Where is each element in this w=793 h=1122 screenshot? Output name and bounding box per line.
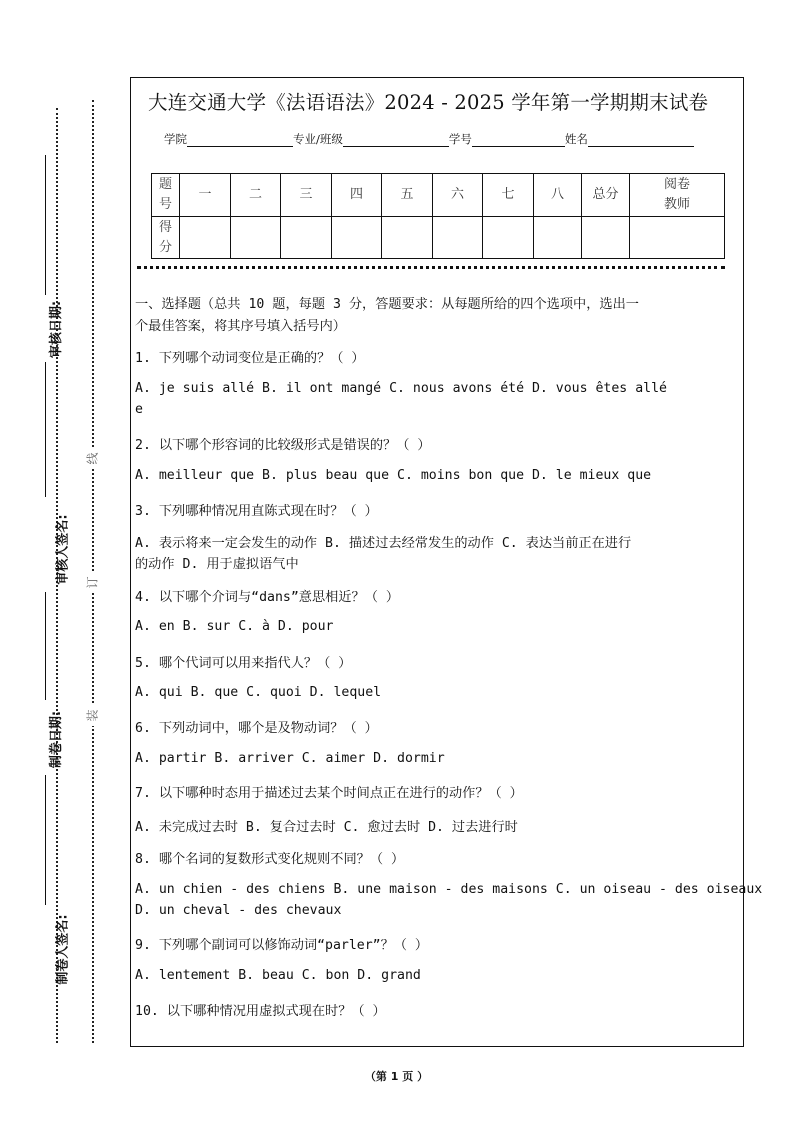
question-1-options-cont: e [135, 402, 143, 417]
college-label: 学院 [164, 132, 187, 146]
name-label: 姓名 [564, 132, 588, 146]
score-cell[interactable] [332, 217, 382, 259]
binding-char-staple: 订 [86, 572, 98, 593]
question-7: 7. 以下哪种时态用于描述过去某个时间点正在进行的动作？（ ） [135, 786, 523, 801]
question-2-options: A. meilleur que B. plus beau que C. moins bon que D. le mieux que [135, 468, 652, 483]
question-2: 2. 以下哪个形容词的比较级形式是错误的？（ ） [135, 438, 431, 453]
signature-line [45, 362, 46, 497]
question-7-options: A. 未完成过去时 B. 复合过去时 C. 愈过去时 D. 过去进行时 [135, 820, 518, 835]
total-score-cell[interactable] [582, 217, 630, 259]
dotted-separator [137, 266, 725, 269]
question-1: 1. 下列哪个动词变位是正确的？（ ） [135, 351, 365, 366]
question-3-options: A. 表示将来一定会发生的动作 B. 描述过去经常发生的动作 C. 表达当前正在进行 [135, 536, 632, 551]
col-header: 六 [433, 174, 483, 217]
question-9-options: A. lentement B. beau C. bon D. grand [135, 968, 421, 983]
score-table [151, 173, 725, 259]
question-6-options: A. partir B. arriver C. aimer D. dormir [135, 751, 445, 766]
question-number-label: 题 号 [152, 174, 180, 217]
name-field[interactable] [588, 132, 694, 147]
question-8: 8. 哪个名词的复数形式变化规则不同？（ ） [135, 852, 405, 867]
score-table-score-row [152, 217, 725, 259]
question-4-options: A. en B. sur C. à D. pour [135, 619, 334, 634]
col-header: 总分 [582, 174, 630, 217]
score-cell[interactable] [534, 217, 582, 259]
question-5-options: A. qui B. que C. quoi D. lequel [135, 685, 382, 700]
col-header: 一 [180, 174, 231, 217]
question-8-options-cont: D. un cheval - des chevaux [135, 903, 342, 918]
question-3: 3. 下列哪种情况用直陈式现在时？（ ） [135, 504, 378, 519]
score-cell[interactable] [382, 217, 433, 259]
signature-line [45, 775, 46, 905]
binding-char-bind: 装 [86, 705, 98, 726]
col-header: 三 [281, 174, 332, 217]
score-table-header-row [152, 174, 725, 217]
score-cell[interactable] [433, 217, 483, 259]
col-header: 二 [231, 174, 281, 217]
student-info-row [164, 131, 694, 147]
col-header: 八 [534, 174, 582, 217]
grader-label: 阅卷 教师 [630, 174, 725, 217]
col-header: 四 [332, 174, 382, 217]
major-class-field[interactable] [343, 132, 449, 147]
question-4: 4. 以下哪个介词与“dans”意思相近？（ ） [135, 590, 400, 605]
student-id-field[interactable] [472, 132, 565, 147]
section-heading-cont: 个最佳答案，将其序号填入括号内） [135, 319, 346, 334]
question-3-options-cont: 的动作 D. 用于虚拟语气中 [135, 557, 299, 572]
score-cell[interactable] [281, 217, 332, 259]
major-class-label: 专业/班级 [293, 132, 343, 146]
question-8-options: A. un chien - des chiens B. une maison - des maisons C. un oiseau - des oiseaux [135, 882, 763, 897]
question-1-options: A. je suis allé B. il ont mangé C. nous avons été D. vous êtes allé [135, 381, 667, 396]
student-id-label: 学号 [448, 132, 472, 146]
question-5: 5. 哪个代词可以用来指代人？（ ） [135, 656, 352, 671]
score-cell[interactable] [231, 217, 281, 259]
col-header: 五 [382, 174, 433, 217]
page-number: （第 1 页 ） [364, 1070, 429, 1083]
signature-line [45, 592, 46, 700]
question-9: 9. 下列哪个副词可以修饰动词“parler”？（ ） [135, 938, 429, 953]
paper-maker-signature-label: 制卷人签名: [55, 914, 71, 985]
binding-char-line: 线 [86, 448, 98, 469]
score-cell[interactable] [180, 217, 231, 259]
review-date-label: 审核日期: [49, 300, 65, 359]
exam-title: 大连交通大学《法语语法》2024 - 2025 学年第一学期期末试卷 [148, 91, 709, 114]
reviewer-signature-label: 审核人签名: [55, 514, 71, 585]
question-6: 6. 下列动词中，哪个是及物动词？（ ） [135, 721, 378, 736]
paper-date-label: 制卷日期: [49, 710, 65, 769]
col-header: 七 [483, 174, 534, 217]
college-field[interactable] [187, 132, 293, 147]
signature-line [45, 155, 46, 295]
question-10: 10. 以下哪种情况用虚拟式现在时？（ ） [135, 1004, 386, 1019]
grader-cell[interactable] [630, 217, 725, 259]
score-cell[interactable] [483, 217, 534, 259]
score-label: 得 分 [152, 217, 180, 259]
section-heading: 一、选择题（总共 10 题，每题 3 分，答题要求：从每题所给的四个选项中，选出一 [135, 297, 639, 312]
